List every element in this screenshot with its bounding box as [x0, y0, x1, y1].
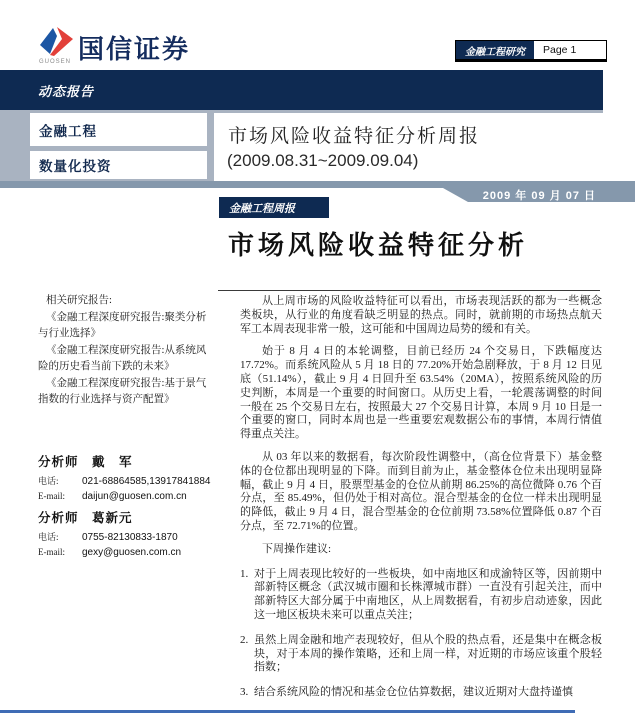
- related-reports-heading: 相关研究报告:: [46, 295, 112, 306]
- suggestions-heading: 下周操作建议:: [262, 542, 332, 555]
- phone-value: 0755-82130833-1870: [82, 532, 178, 543]
- suggestion-text: 对于上周表现比较好的一些板块，如中南地区和成渝特区等，因前期中部新特区概念（武汉城市圈和长株潭城市群）一直没有引起关注，而中部新特区大部分属于中南地区，从上周数据看，有初步启动迹象，因此这一地区板块未来可以重点关注；: [254, 567, 602, 621]
- company-name: 国信证券: [78, 35, 191, 64]
- related-reports-section: [38, 293, 214, 409]
- report-title: 市场风险收益特征分析周报: [228, 126, 481, 147]
- phone-label: 电话:: [38, 476, 59, 486]
- phone-value: 021-68864585,13917841884: [82, 476, 211, 487]
- analyst-name: 分析师 戴 军: [38, 455, 133, 469]
- email-label: E-mail:: [38, 547, 65, 557]
- suggestion-number: 2.: [240, 633, 249, 646]
- page-header-box: [455, 40, 607, 62]
- report-date-range: (2009.08.31~2009.09.04): [227, 151, 419, 170]
- footer-divider: [0, 710, 575, 713]
- suggestion-number: 3.: [240, 686, 249, 699]
- sidebar-item-quant-investing: [30, 151, 207, 179]
- suggestion-number: 1.: [240, 567, 249, 580]
- related-report-item: 《金融工程深度研究报告:从系统风险的历史看当前下跌的未来》: [38, 344, 207, 372]
- series-label: 金融工程周报: [219, 197, 329, 218]
- suggestion-text: 虽然上周金融和地产表现较好，但从个股的热点看，还是集中在概念板块，对于本周的操作策略，还和上周一样，对近期的市场应该重个股轻指数；: [254, 633, 602, 674]
- sidebar-item-financial-engineering: [30, 113, 207, 146]
- department-label: 金融工程研究: [456, 41, 534, 59]
- logo-subtext: GUOSEN: [39, 59, 72, 65]
- analyst-email-row: [38, 547, 218, 558]
- body-paragraph: 从 03 年以来的数据看，每次阶段性调整中，（高仓位背景下）基金整体的仓位都出现明显的下降。而到目前为止，基金整体仓位未出现明显降幅，截止 9 月 4 日，股票型基金的仓位从前期 86.25%的高位微降 0.76 个百分点，至 85.49%，但仍处于相对高位。混合型基金的仓位一样未出现明显的降低，截止 9 月 4 日，混合型基金的仓位前期 73.58%位置降低 0.87 个百分点，至 72.71%的位置。: [240, 450, 602, 532]
- suggestion-item: [240, 686, 602, 700]
- analyst-name: 分析师 葛新元: [38, 511, 133, 525]
- analyst-email-row: [38, 491, 218, 502]
- analyst-phone-row: [38, 530, 218, 543]
- brand-logo: [38, 25, 76, 59]
- report-body: [240, 295, 602, 711]
- page-number: Page 1: [543, 44, 577, 56]
- analyst-phone-row: [38, 474, 218, 487]
- suggestion-item: [240, 634, 602, 675]
- report-type-label: 动态报告: [38, 84, 95, 99]
- analysts-section: [38, 452, 218, 562]
- publish-date: 2009 年 09 月 07 日: [482, 190, 596, 202]
- related-report-item: 《金融工程深度研究报告:聚类分析与行业选择》: [38, 311, 207, 339]
- report-title-box: [214, 113, 603, 181]
- page-title: 市场风险收益特征分析: [228, 231, 529, 260]
- phone-label: 电话:: [38, 532, 59, 542]
- title-divider: [218, 290, 600, 291]
- email-value: daijun@guosen.com.cn: [82, 491, 187, 502]
- related-report-item: 《金融工程深度研究报告:基于景气指数的行业选择与资产配置》: [38, 377, 207, 405]
- email-value: gexy@guosen.com.cn: [82, 547, 182, 558]
- email-label: E-mail:: [38, 491, 65, 501]
- suggestion-text: 结合系统风险的情况和基金仓位估算数据，建议近期对大盘持谨慎: [254, 686, 573, 699]
- body-paragraph: 始于 8 月 4 日的本轮调整，目前已经历 24 个交易日，下跌幅度达17.72%。而系统风险从 5 月 18 日的 77.20%开始急剧释放，于 8 月 12 日见底（51.14%），截止 9 月 4 日回升至 63.54%（20MA），按照系统风险的历史判断，本周是一个重要的时间窗口。从历史上看，一轮震荡调整的时间一般在 25 个交易日左右，按照最大 27 个交易日计算，本周 9 月 10 日是一个重要的窗口，同时本周也是一些重要宏观数据公布的事情，本周行情值得重点关注。: [240, 345, 602, 441]
- sidebar-item-label: 金融工程: [39, 123, 97, 139]
- body-paragraph: 从上周市场的风险收益特征可以看出，市场表现活跃的都为一些概念类板块，从行业的角度看缺乏明显的热点。同时，就前期的市场热点航天军工本周表现非常一般，这可能和中国周边局势的缓和有关。: [240, 295, 602, 335]
- guosen-diamond-icon: [38, 25, 76, 59]
- sidebar-item-label: 数量化投资: [39, 159, 112, 174]
- suggestion-item: [240, 568, 602, 623]
